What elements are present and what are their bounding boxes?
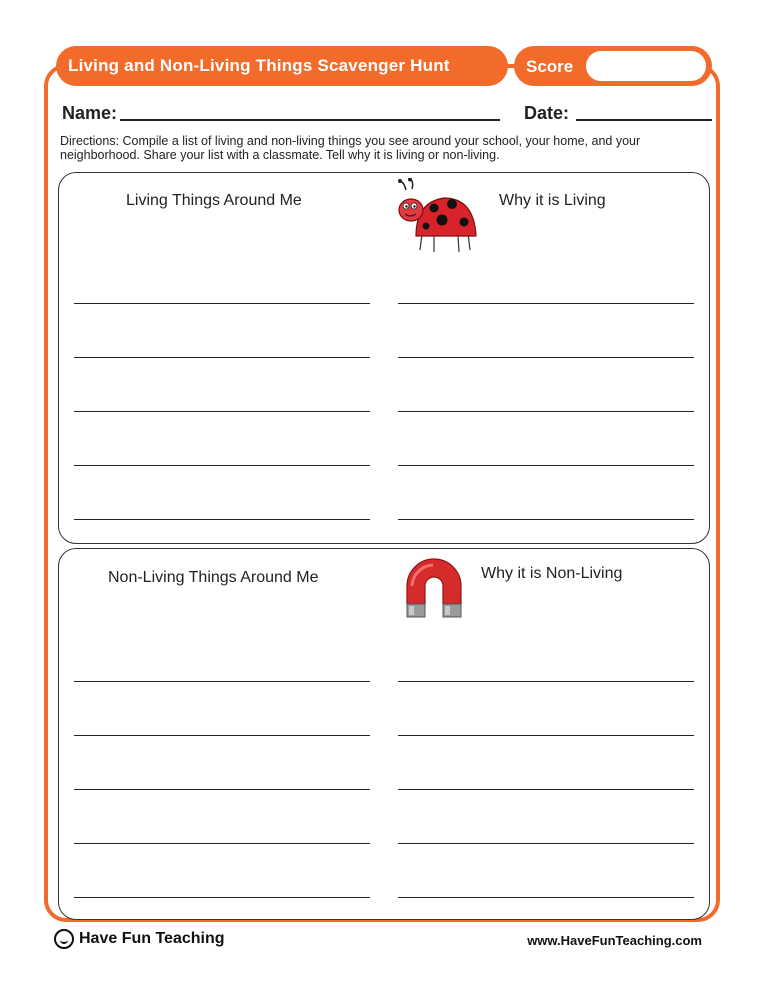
nonliving-section-panel <box>58 548 710 920</box>
ladybug-icon <box>392 178 480 254</box>
brand-name: Have Fun Teaching <box>79 930 225 947</box>
directions-text: Directions: Compile a list of living and non-living things you see around your school, your home, and your neighborhood. Share your list with a classmate. Tell why it is living or non-living. <box>60 134 641 162</box>
nonliving-reason-line[interactable] <box>398 789 694 790</box>
nonliving-things-heading: Non-Living Things Around Me <box>108 569 319 586</box>
living-answer-line[interactable] <box>74 303 370 304</box>
nonliving-answer-line[interactable] <box>74 681 370 682</box>
why-living-heading: Why it is Living <box>499 192 606 209</box>
magnet-icon <box>403 556 465 620</box>
score-badge <box>514 46 712 86</box>
nonliving-reason-line[interactable] <box>398 897 694 898</box>
nonliving-answer-line[interactable] <box>74 789 370 790</box>
date-line[interactable] <box>576 119 712 121</box>
living-things-heading: Living Things Around Me <box>126 192 302 209</box>
name-label: Name: <box>62 103 118 123</box>
date-label: Date: <box>524 103 570 123</box>
living-reason-line[interactable] <box>398 411 694 412</box>
living-reason-line[interactable] <box>398 303 694 304</box>
living-reason-line[interactable] <box>398 519 694 520</box>
nonliving-reason-line[interactable] <box>398 681 694 682</box>
worksheet-title <box>56 46 508 86</box>
worksheet-title-text: Living and Non-Living Things Scavenger Hunt <box>68 56 450 75</box>
nonliving-answer-line[interactable] <box>74 897 370 898</box>
footer-url[interactable]: www.HaveFunTeaching.com <box>527 933 702 948</box>
nonliving-reason-line[interactable] <box>398 735 694 736</box>
nonliving-answer-line[interactable] <box>74 735 370 736</box>
nonliving-reason-line[interactable] <box>398 843 694 844</box>
score-label: Score <box>526 57 574 76</box>
nonliving-answer-line[interactable] <box>74 843 370 844</box>
brand-logo <box>54 929 225 949</box>
living-answer-line[interactable] <box>74 357 370 358</box>
name-line[interactable] <box>120 119 500 121</box>
living-answer-line[interactable] <box>74 411 370 412</box>
score-input-box[interactable] <box>586 51 706 81</box>
living-answer-line[interactable] <box>74 519 370 520</box>
living-reason-line[interactable] <box>398 465 694 466</box>
smile-logo-icon <box>54 929 74 949</box>
living-answer-line[interactable] <box>74 465 370 466</box>
living-reason-line[interactable] <box>398 357 694 358</box>
why-nonliving-heading: Why it is Non-Living <box>481 565 623 582</box>
living-section-panel <box>58 172 710 544</box>
